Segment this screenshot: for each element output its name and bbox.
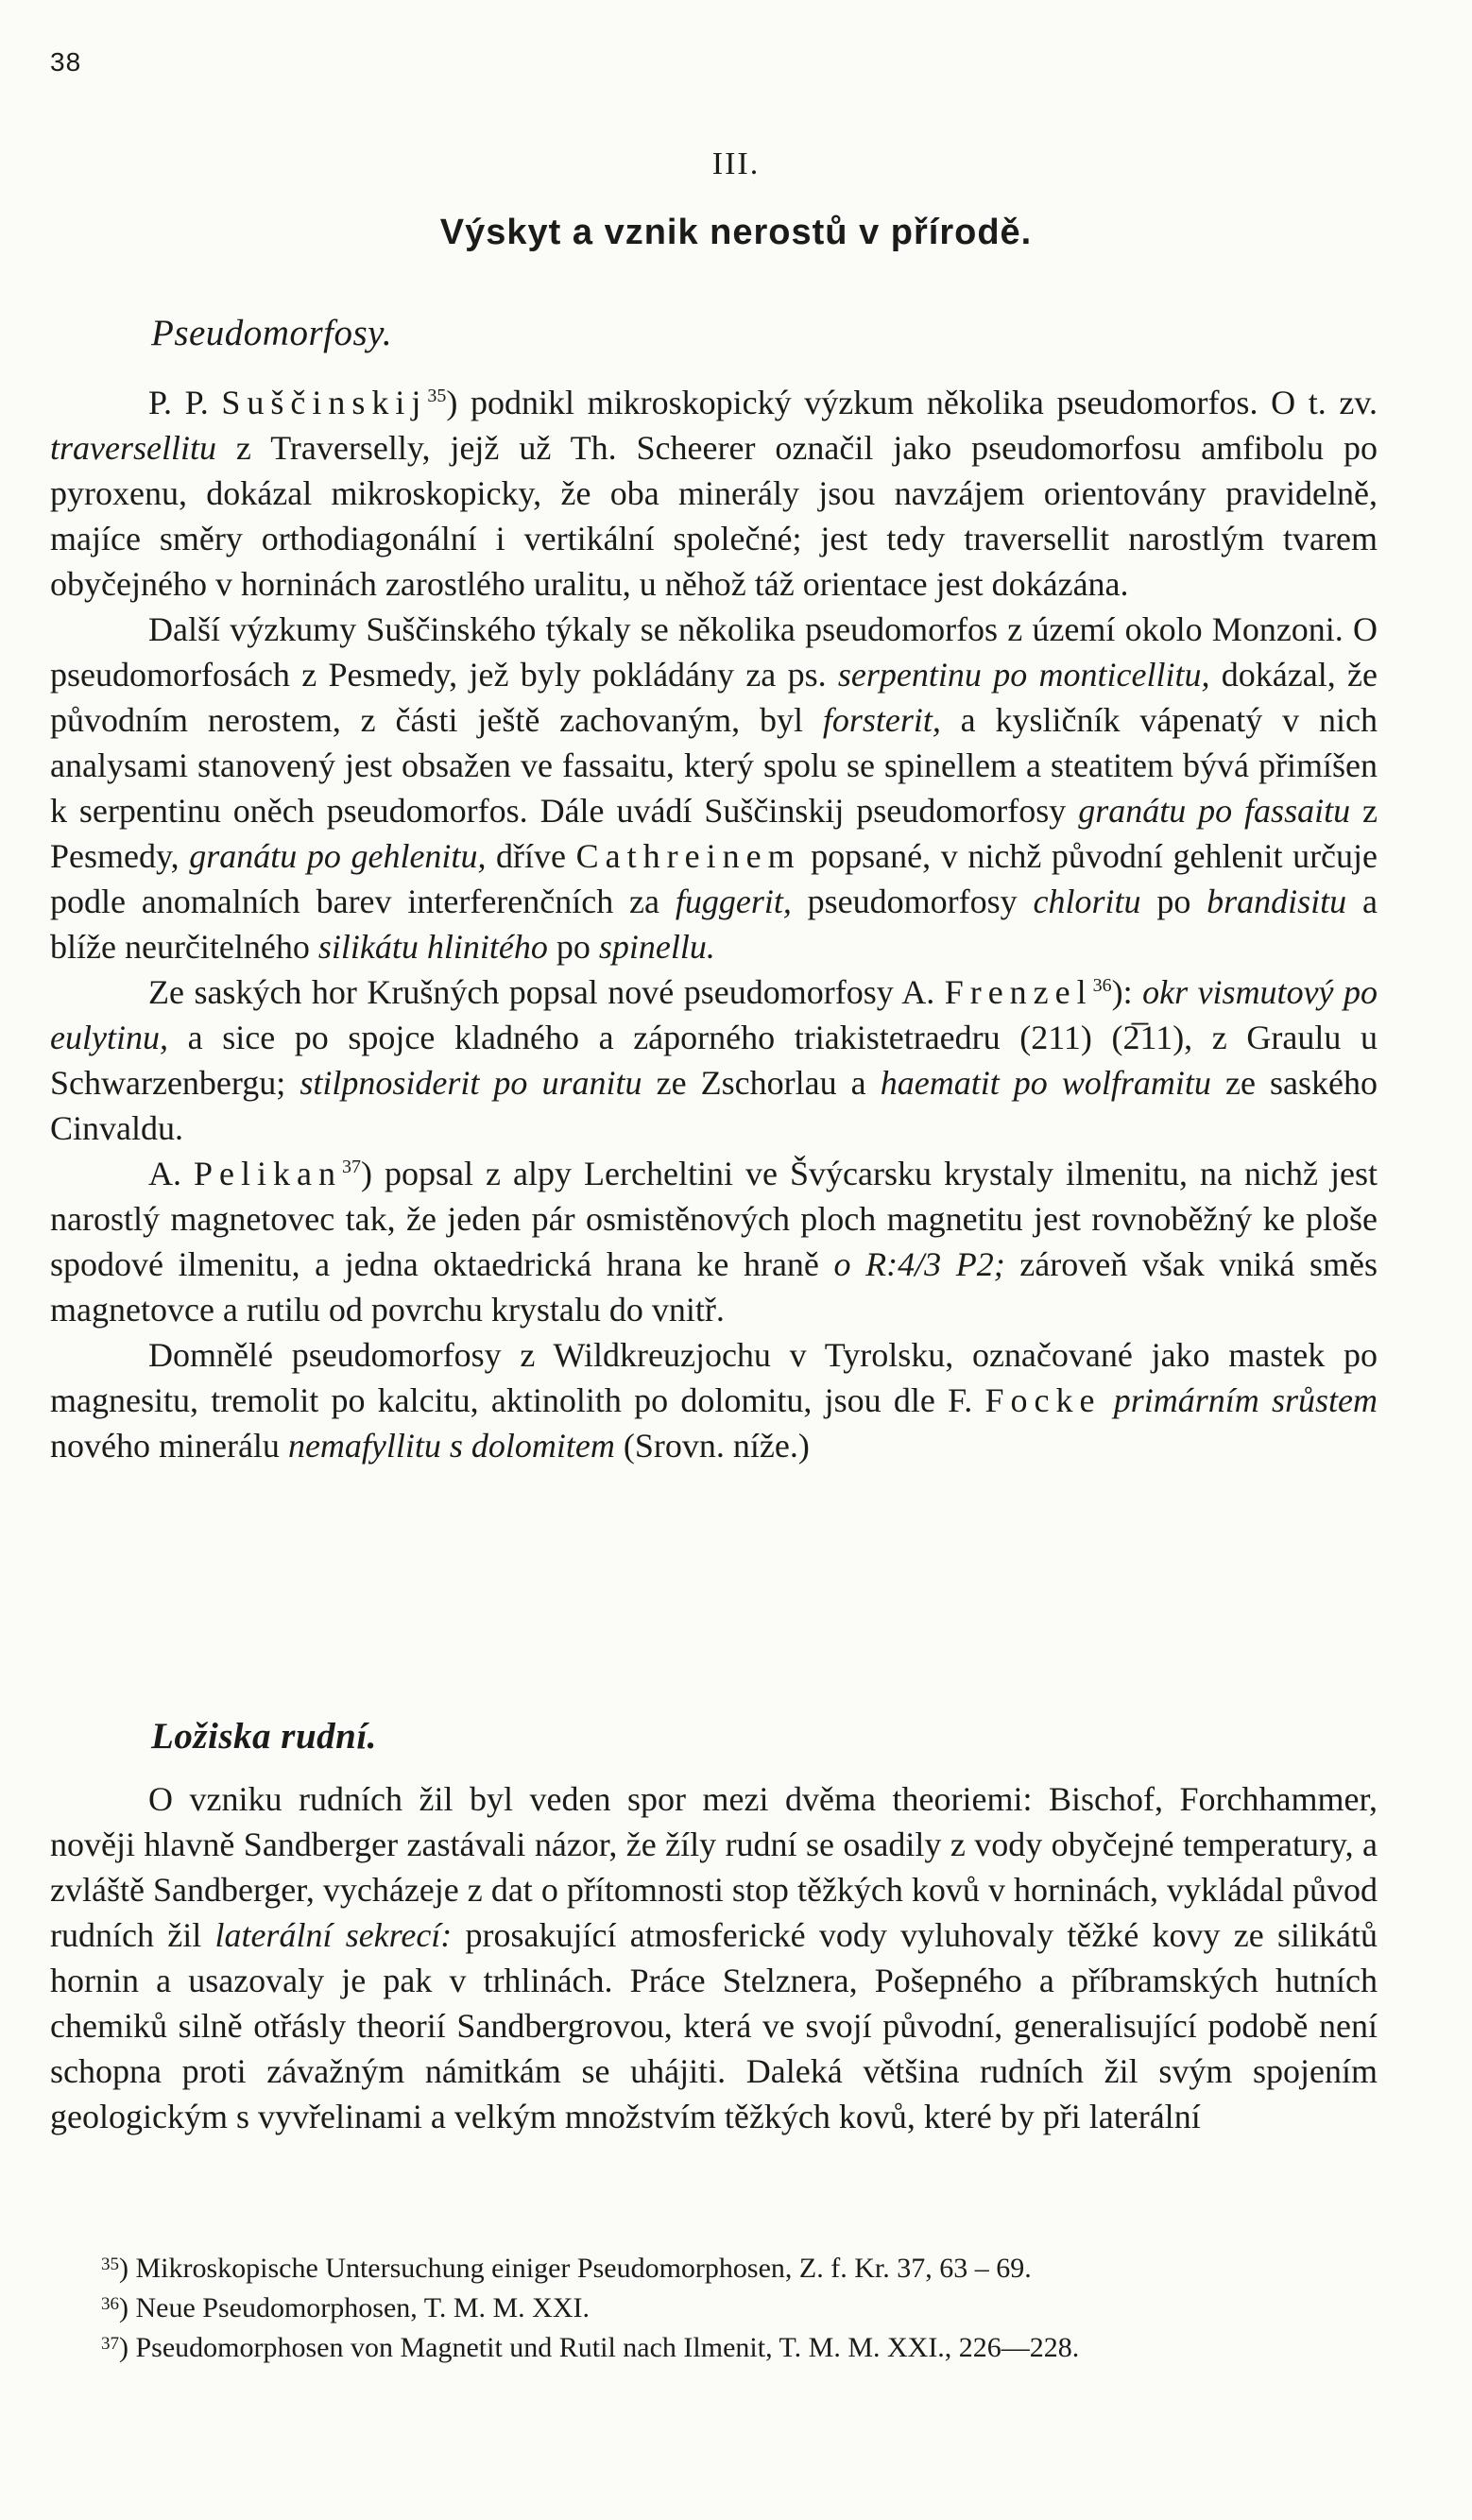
section-heading-pseudomorfosy: Pseudomorfosy. <box>151 313 393 353</box>
italic-term: serpentinu po monticellitu, <box>837 656 1210 694</box>
page-number: 38 <box>50 47 82 77</box>
text-run: dokázal, že původním nerostem, z části ještě zachovaným, byl <box>50 656 1378 739</box>
text-run: ) podnikl mikroskopický výzkum několika pseudomorfos. O t. zv. <box>446 384 1378 421</box>
chapter-title: Výskyt a vznik nerostů v přírodě. <box>439 213 1033 252</box>
paragraph <box>50 380 1378 607</box>
section-body-pseudomorfosy <box>50 380 1378 1468</box>
text-run: ze saského Cinvaldu. <box>50 1064 1378 1147</box>
paragraph <box>50 1332 1378 1468</box>
text-run: Ze saských hor Krušných popsal nové pseudomorfosy A. <box>148 973 945 1011</box>
footnote-ref: 36 <box>1092 975 1112 996</box>
text-run: P. P. <box>148 384 222 421</box>
footnote-text: ) Mikroskopische Untersuchung einiger Pseudomorphosen, Z. f. Kr. 37, 63 – 69. <box>119 2253 1032 2284</box>
text-run: a blíže neurčitelného <box>50 883 1378 966</box>
italic-term: brandisitu <box>1207 883 1347 920</box>
text-run: Další výzkumy Suščinského týkaly se několika pseudomorfos z území okolo Monzoni. O pseudomorfosách z Pesmedy, jež byly pokládány za ps. <box>50 610 1378 694</box>
spaced-name: Frenzel <box>944 973 1093 1011</box>
italic-term: granátu po fassaitu <box>1078 792 1351 830</box>
text-run: ): <box>1111 973 1143 1011</box>
text-run: prosakující atmosferické vody vyluhovaly těžké kovy ze silikátů hornin a usazovaly je pak v trhlinách. Práce Stelznera, Pošepného a příbramských hutních chemiků silně otřásly theorií Sandbergrovou, která ve svojí původní, generalisující podobě není schopna proti závažným námitkám se uhájiti. Daleká většina rudních žil svým spojením geologickým s vyvřelinami a velkým množstvím těžkých kovů, které by při laterální <box>50 1916 1378 2135</box>
italic-term: okr vismutový po eulytinu, <box>50 973 1378 1056</box>
footnote-mark: 35 <box>101 2254 119 2274</box>
text-run <box>1101 1381 1113 1419</box>
paragraph <box>50 969 1378 1151</box>
footnote-ref: 37 <box>342 1157 362 1177</box>
footnote-text: ) Neue Pseudomorphosen, T. M. M. XXI. <box>119 2292 591 2323</box>
text-run: Domnělé pseudomorfosy z Wildkreuzjochu v Tyrolsku, označované jako mastek po magnesitu, tremolit po kalcitu, aktinolith po dolomitu, jsou dle F. <box>50 1336 1378 1419</box>
section-body-loziska-rudni <box>50 1776 1378 2139</box>
italic-term: laterální sekrecí: <box>214 1916 453 1954</box>
section-heading-loziska-rudni: Ložiska rudní. <box>151 1716 377 1757</box>
paragraph <box>50 607 1378 969</box>
italic-term: fuggerit, <box>675 883 792 920</box>
text-run: po <box>1140 883 1207 920</box>
footnote <box>50 2287 1378 2326</box>
spaced-name: Focke <box>984 1381 1102 1419</box>
paragraph <box>50 1151 1378 1332</box>
italic-term: spinellu. <box>598 928 715 966</box>
spaced-name: Suščinskij <box>221 384 428 421</box>
footnote <box>50 2247 1378 2287</box>
italic-term: stilpnosiderit po uranitu <box>300 1064 642 1102</box>
text-run: O vzniku rudních žil byl veden spor mezi dvěma theoriemi: Bischof, Forchhammer, nověji hlavně Sandberger zastávali názor, že žíly rudní se osadily z vody obyčejné temperatury, a zvláště Sandberger, vycházeje z dat o přítomnosti stop těžkých kovů v horninách, vykládal původ rudních žil <box>50 1780 1378 1954</box>
chapter-number: III. <box>711 146 761 181</box>
text-run: zároveň však vniká směs magnetovce a rutilu od povrchu krystalu do vnitř. <box>50 1245 1378 1329</box>
text-run: (Srovn. níže.) <box>614 1427 810 1465</box>
text-run: po <box>547 928 599 966</box>
footnotes <box>50 2247 1378 2366</box>
spaced-name: Pelikan <box>194 1155 343 1192</box>
text-run: z Traverselly, jejž už Th. Scheerer označil jako pseudomorfosu amfibolu po pyroxenu, dokázal mikroskopicky, že oba minerály jsou navzájem orientovány pravidelně, majíce směry orthodiagonální i vertikální společné; jest tedy traversellit narostlým tvarem obyčejného v horninách zarostlého uralitu, u něhož táž orientace jest dokázána. <box>50 429 1378 603</box>
italic-term: silikátu hlinitého <box>317 928 548 966</box>
italic-term: nemafyllitu s dolomitem <box>287 1427 615 1465</box>
footnote-text: ) Pseudomorphosen von Magnetit und Rutil nach Ilmenit, T. M. M. XXI., 226—228. <box>119 2332 1080 2363</box>
text-run: ) popsal z alpy Lercheltini ve Švýcarsku krystaly ilmenitu, na nichž jest narostlý magnetovec tak, že jeden pár osmistěnových ploch magnetitu jest rovnoběžný ke ploše spodové ilmenitu, a jedna oktaedrická hrana ke hraně <box>50 1155 1378 1283</box>
italic-term: chloritu <box>1033 883 1141 920</box>
text-run: dříve <box>486 837 576 875</box>
italic-term: haematit po wolframitu <box>880 1064 1211 1102</box>
text-run: a sice po spojce kladného a záporného triakistetraedru (211) (2̅11), z Graulu u Schwarzenbergu; <box>50 1019 1378 1102</box>
text-run: A. <box>148 1155 195 1192</box>
italic-term: granátu po gehlenitu, <box>189 837 487 875</box>
footnote-ref: 35 <box>427 386 447 406</box>
footnote <box>50 2326 1378 2366</box>
italic-term: o R:4/3 P2; <box>833 1245 1005 1283</box>
text-run: ze Zschorlau a <box>642 1064 881 1102</box>
italic-term: forsterit, <box>822 701 941 739</box>
text-run: nového minerálu <box>50 1427 288 1465</box>
italic-term: primárním srůstem <box>1113 1381 1378 1419</box>
footnote-mark: 36 <box>101 2294 119 2314</box>
text-run: pseudomorfosy <box>791 883 1034 920</box>
text-run: z Pesmedy, <box>50 792 1378 875</box>
paragraph <box>50 1776 1378 2139</box>
text-run: a kysličník vápenatý v nich analysami stanovený jest obsažen ve fassaitu, který spolu se spinellem a steatitem bývá přimíšen k serpentinu oněch pseudomorfos. Dále uvádí Suščinskij pseudomorfosy <box>50 701 1378 830</box>
footnote-mark: 37 <box>101 2334 119 2354</box>
italic-term: traversellitu <box>50 429 216 467</box>
text-run: popsané, v nichž původní gehlenit určuje podle anomalních barev interferenčních za <box>50 837 1378 920</box>
spaced-name: Cathreinem <box>575 837 801 875</box>
